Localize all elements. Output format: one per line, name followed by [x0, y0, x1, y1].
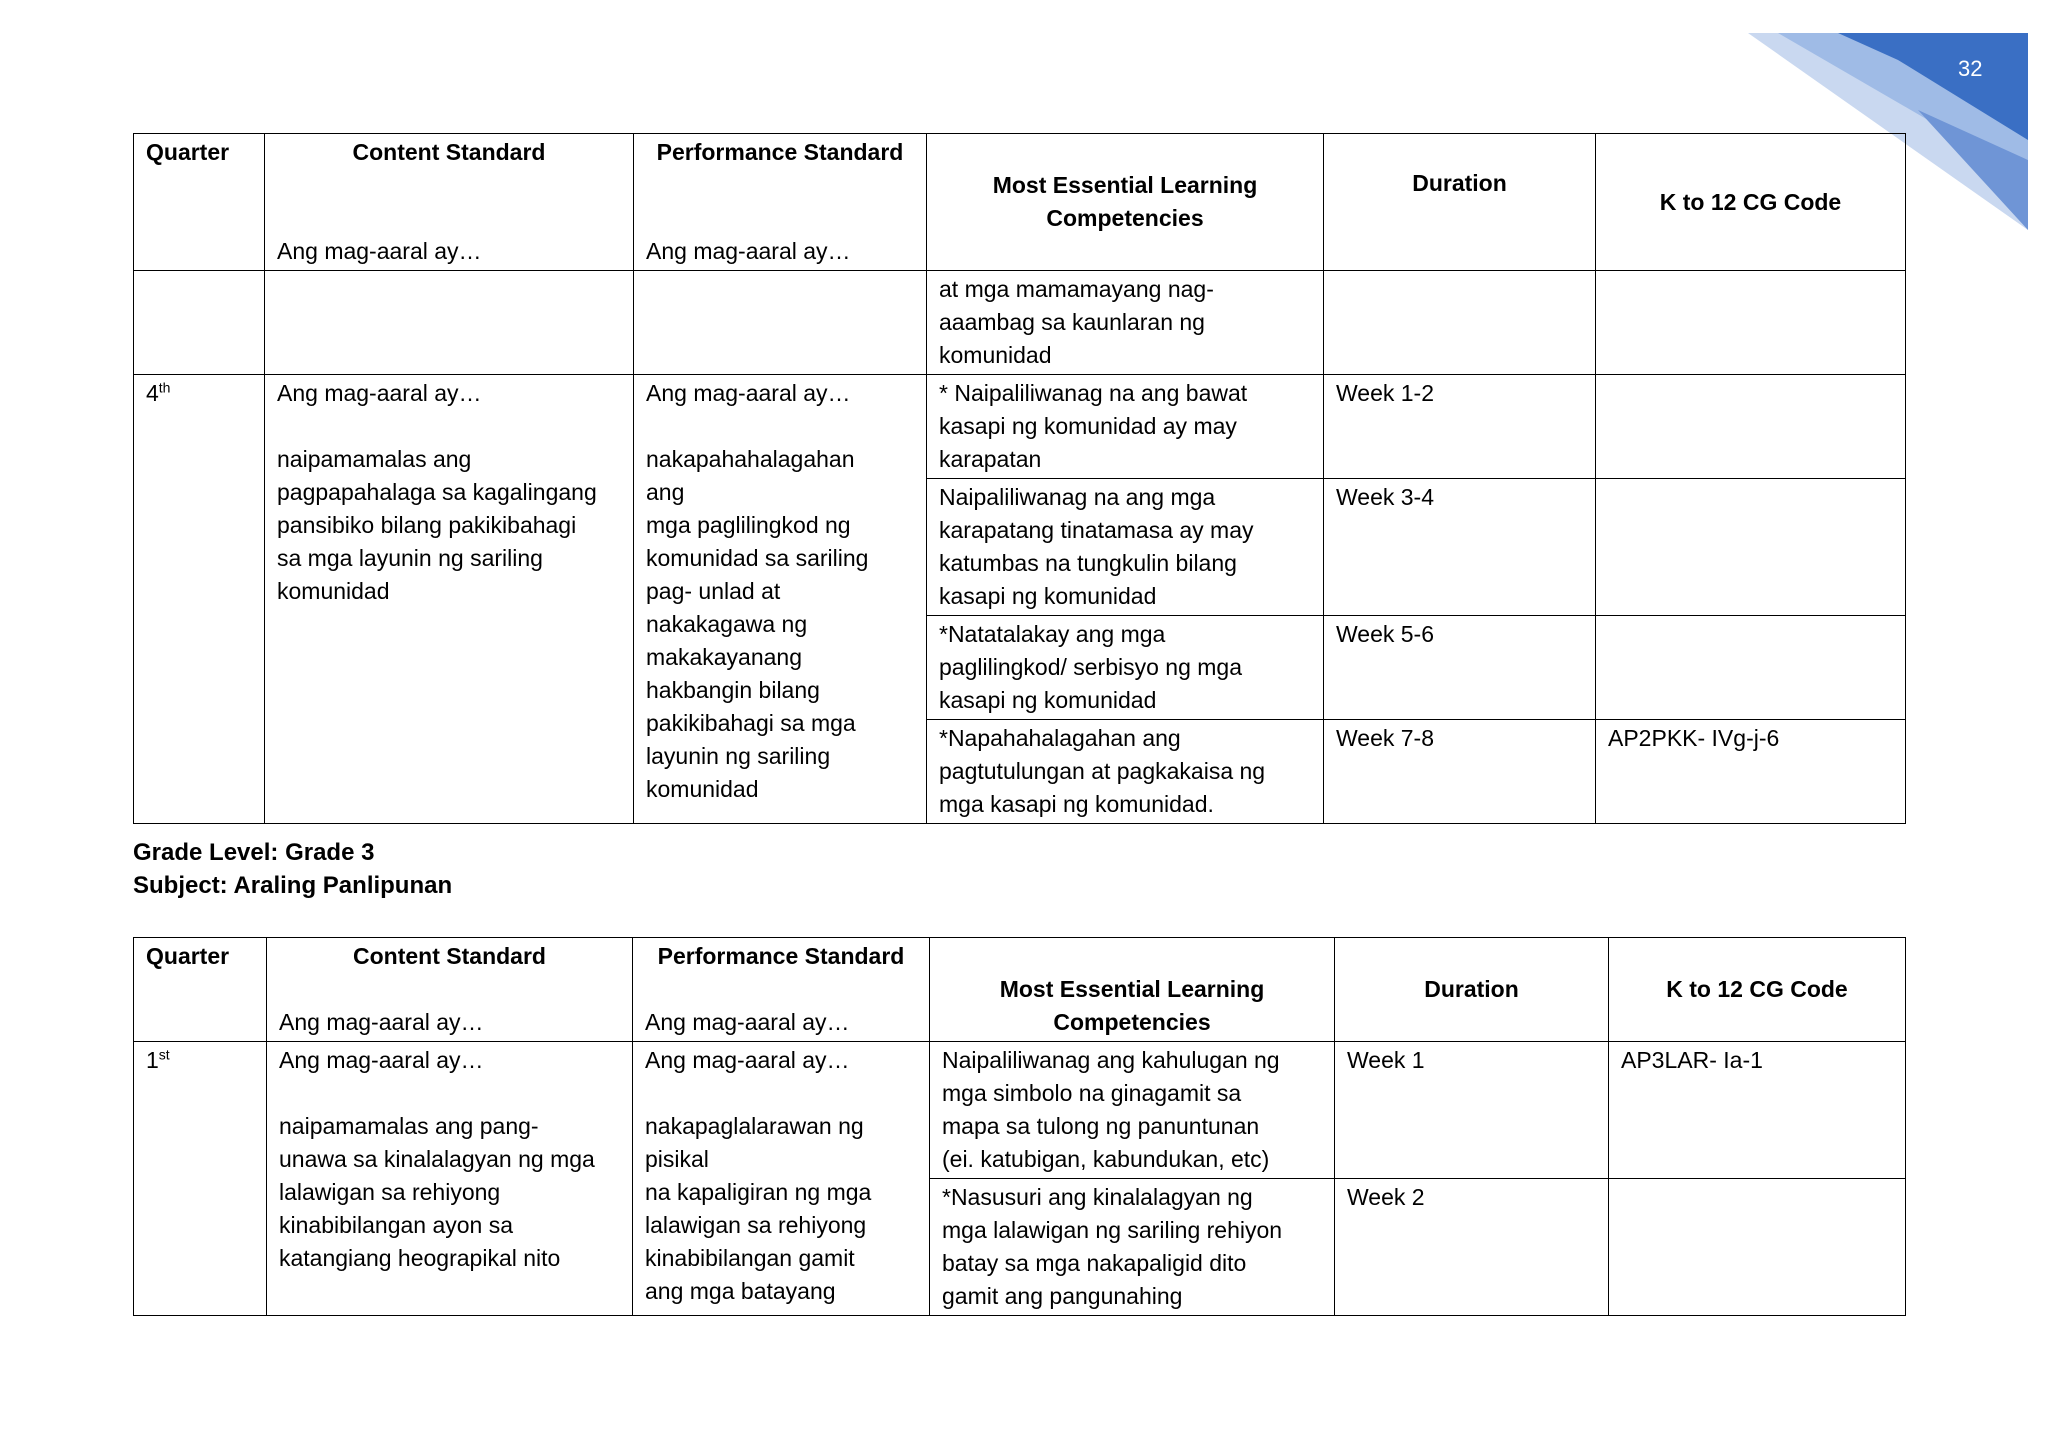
- table-row: [134, 271, 1906, 375]
- header-quarter: Quarter: [134, 938, 267, 1042]
- page-number: 32: [1958, 56, 1983, 81]
- duration-cell: Week 3-4: [1324, 479, 1596, 616]
- duration-cell: Week 7-8: [1324, 720, 1596, 824]
- curriculum-table-grade2: [133, 133, 1906, 824]
- header-cg-code: K to 12 CG Code: [1596, 134, 1906, 271]
- cg-code-cell: AP3LAR- Ia-1: [1609, 1042, 1906, 1179]
- header-duration: Duration: [1335, 938, 1609, 1042]
- duration-cell: Week 5-6: [1324, 616, 1596, 720]
- header-performance-standard: Performance Standard Ang mag-aaral ay…: [633, 938, 930, 1042]
- cg-code-cell: [1596, 616, 1906, 720]
- grade-level: Grade Level: Grade 3: [133, 839, 375, 866]
- header-quarter: Quarter: [134, 134, 265, 271]
- table-row: [134, 375, 1906, 479]
- table-row: [134, 1042, 1906, 1179]
- duration-cell: Week 1: [1335, 1042, 1609, 1179]
- cg-code-cell: [1609, 1179, 1906, 1316]
- melc-cell: Naipaliliwanag ang kahulugan ng mga simbolo na ginagamit sa mapa sa tulong ng panuntunan (ei. katubigan, kabundukan, etc): [930, 1042, 1335, 1179]
- header-performance-standard: Performance Standard Ang mag-aaral ay…: [634, 134, 927, 271]
- melc-cell: Naipaliliwanag na ang mga karapatang tinatamasa ay may katumbas na tungkulin bilang kasapi ng komunidad: [927, 479, 1324, 616]
- performance-standard-cell: Ang mag-aaral ay… nakapahahalagahan ang mga paglilingkod ng komunidad sa sariling pag- unlad at nakakagawa ng makakayanang hakbangin bilang pakikibahagi sa mga layunin ng sariling komunidad: [634, 375, 927, 824]
- header-melc: Most Essential Learning Competencies: [930, 938, 1335, 1042]
- duration-cell: Week 2: [1335, 1179, 1609, 1316]
- performance-standard-cell: Ang mag-aaral ay… nakapaglalarawan ng pisikal na kapaligiran ng mga lalawigan sa rehiyong kinabibilangan gamit ang mga batayang: [633, 1042, 930, 1316]
- melc-cell: *Natatalakay ang mga paglilingkod/ serbisyo ng mga kasapi ng komunidad: [927, 616, 1324, 720]
- melc-cell: *Napahahalagahan ang pagtutulungan at pagkakaisa ng mga kasapi ng komunidad.: [927, 720, 1324, 824]
- curriculum-table-grade3: [133, 937, 1906, 1316]
- content-standard-cell: Ang mag-aaral ay… naipamamalas ang pang- unawa sa kinalalagyan ng mga lalawigan sa rehiyong kinabibilangan ayon sa katangiang heograpikal nito: [267, 1042, 633, 1316]
- header-cg-code: K to 12 CG Code: [1609, 938, 1906, 1042]
- header-content-standard: Content Standard Ang mag-aaral ay…: [265, 134, 634, 271]
- table-header-row: [134, 134, 1906, 271]
- duration-cell: Week 1-2: [1324, 375, 1596, 479]
- melc-cell: * Naipaliliwanag na ang bawat kasapi ng komunidad ay may karapatan: [927, 375, 1324, 479]
- quarter-cell: 1st: [134, 1042, 267, 1316]
- content-standard-cell: Ang mag-aaral ay… naipamamalas ang pagpapahalaga sa kagalingang pansibiko bilang pakikibahagi sa mga layunin ng sariling komunidad: [265, 375, 634, 824]
- cg-code-cell: AP2PKK- IVg-j-6: [1596, 720, 1906, 824]
- melc-cell: *Nasusuri ang kinalalagyan ng mga lalawigan ng sariling rehiyon batay sa mga nakapaligid dito gamit ang pangunahing: [930, 1179, 1335, 1316]
- grade-info: [133, 836, 452, 902]
- header-melc: Most Essential Learning Competencies: [927, 134, 1324, 271]
- cg-code-cell: [1596, 375, 1906, 479]
- header-content-standard: Content Standard Ang mag-aaral ay…: [267, 938, 633, 1042]
- subject: Subject: Araling Panlipunan: [133, 872, 453, 899]
- cg-code-cell: [1596, 479, 1906, 616]
- melc-cell: at mga mamamayang nag- aaambag sa kaunlaran ng komunidad: [927, 271, 1324, 375]
- table-header-row: [134, 938, 1906, 1042]
- quarter-cell: 4th: [134, 375, 265, 824]
- header-duration: Duration: [1324, 134, 1596, 271]
